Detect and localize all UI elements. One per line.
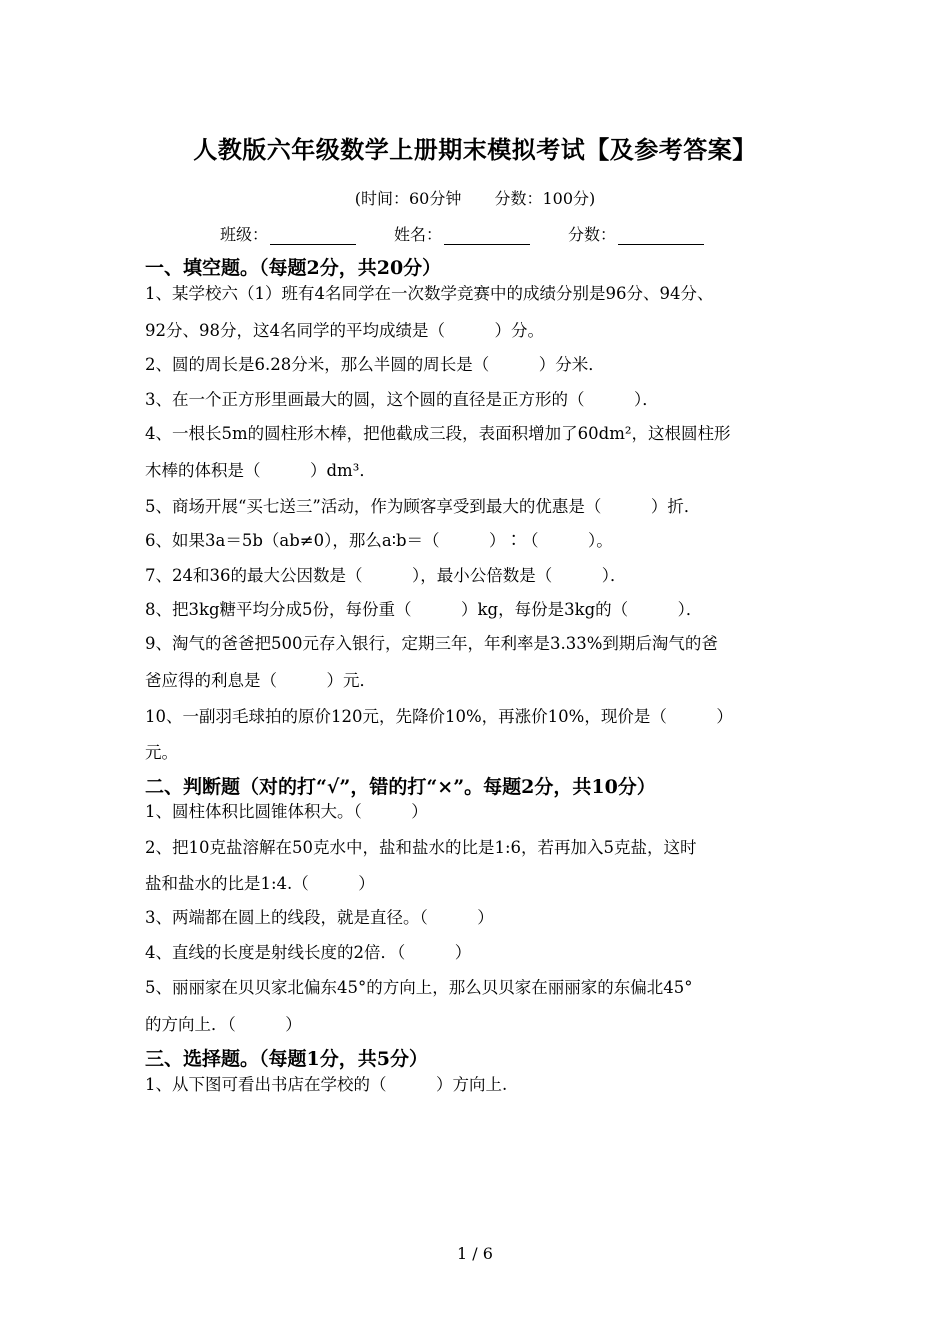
section-heading-fill-blank: 一、填空题。（每题2分，共20分） — [145, 257, 442, 279]
question-line: 7、24和36的最大公因数是（ ），最小公倍数是（ ）． — [145, 566, 627, 585]
exam-score: 分数：100分) — [494, 189, 596, 208]
page-number: 1 / 6 — [457, 1244, 493, 1263]
question-line: 1、某学校六（1）班有4名同学在一次数学竞赛中的成绩分别是96分、94分、 — [145, 284, 714, 303]
question-line: 的方向上．（ ） — [145, 1015, 302, 1034]
question-line: 木棒的体积是（ ）dm³． — [145, 461, 376, 480]
name-field — [394, 222, 530, 245]
question-line: 5、丽丽家在贝贝家北偏东45°的方向上，那么贝贝家在丽丽家的东偏北45° — [145, 978, 693, 997]
question-line: 9、淘气的爸爸把500元存入银行，定期三年，年利率是3.33%到期后淘气的爸 — [145, 634, 718, 653]
class-label: 班级： — [220, 225, 269, 244]
class-blank — [270, 226, 356, 245]
name-blank — [444, 226, 530, 245]
question-line: 6、如果3a＝5b（ab≠0），那么a∶b＝（ ）∶（ ）。 — [145, 531, 613, 550]
section-heading-true-false: 二、判断题（对的打“√”，错的打“×”。每题2分，共10分） — [145, 776, 656, 798]
question-line: 2、把10克盐溶解在50克水中，盐和盐水的比是1:6，若再加入5克盐，这时 — [145, 838, 697, 857]
question-line: 爸应得的利息是（ ）元． — [145, 671, 376, 690]
score-field — [568, 222, 704, 245]
question-line: 1、圆柱体积比圆锥体积大。（ ） — [145, 802, 428, 821]
question-line: 元。 — [145, 743, 178, 762]
score-label: 分数： — [568, 225, 617, 244]
name-label: 姓名： — [394, 225, 443, 244]
question-line: 2、圆的周长是6.28分米，那么半圆的周长是（ ）分米． — [145, 355, 605, 374]
question-line: 3、两端都在圆上的线段，就是直径。（ ） — [145, 908, 494, 927]
question-line: 盐和盐水的比是1:4.（ ） — [145, 874, 375, 893]
exam-info — [0, 186, 950, 209]
question-line: 5、商场开展“买七送三”活动，作为顾客享受到最大的优惠是（ ）折． — [145, 497, 701, 516]
score-blank — [618, 226, 704, 245]
page-title: 人教版六年级数学上册期末模拟考试【及参考答案】 — [193, 135, 757, 164]
exam-time: (时间：60分钟 — [354, 189, 462, 208]
section-heading-multiple-choice: 三、选择题。（每题1分，共5分） — [145, 1048, 428, 1070]
question-line: 4、直线的长度是射线长度的2倍．（ ） — [145, 943, 472, 962]
question-line: 4、一根长5m的圆柱形木棒，把他截成三段，表面积增加了60dm²，这根圆柱形 — [145, 424, 731, 443]
question-line: 10、一副羽毛球拍的原价120元，先降价10%，再涨价10%，现价是（ ） — [145, 707, 733, 726]
class-field — [220, 222, 356, 245]
question-line: 8、把3kg糖平均分成5份，每份重（ ）kg，每份是3kg的（ ）． — [145, 600, 703, 619]
question-line: 3、在一个正方形里画最大的圆，这个圆的直径是正方形的（ ）． — [145, 390, 659, 409]
student-fields — [220, 222, 742, 245]
question-line: 92分、98分，这4名同学的平均成绩是（ ）分。 — [145, 321, 544, 340]
question-line: 1、从下图可看出书店在学校的（ ）方向上. — [145, 1075, 508, 1094]
